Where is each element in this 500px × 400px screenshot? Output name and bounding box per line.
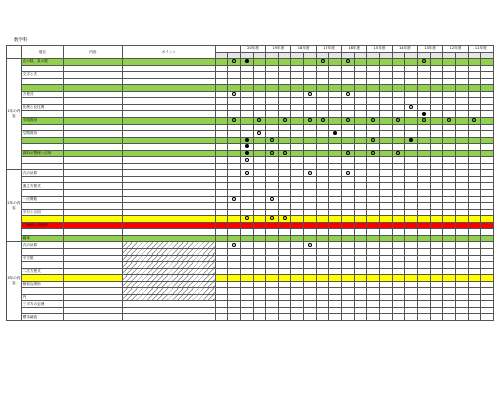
item-cell: 連立方程式 <box>21 183 63 190</box>
filled-circle-icon <box>333 131 337 135</box>
open-circle-icon <box>308 171 312 175</box>
open-circle-icon <box>308 118 312 122</box>
open-circle-icon <box>245 216 249 220</box>
item-cell: 式の計算 <box>21 170 63 177</box>
open-circle-icon <box>346 118 350 122</box>
open-circle-icon <box>245 171 249 175</box>
year-header: 18年度 <box>291 46 316 53</box>
year-header: 13年度 <box>417 46 442 53</box>
open-circle-icon <box>422 118 426 122</box>
points-cell <box>122 314 215 321</box>
open-circle-icon <box>447 118 451 122</box>
mark-cell <box>316 314 329 321</box>
item-cell: 一次関数 <box>21 196 63 203</box>
mark-cell <box>215 314 228 321</box>
open-circle-icon <box>308 243 312 247</box>
mark-cell <box>455 314 468 321</box>
item-cell: 三平方の定理 <box>21 301 63 308</box>
item-cell: 式の計算 <box>21 242 63 249</box>
item-cell: 二次方程式 <box>21 268 63 275</box>
mark-cell <box>342 314 355 321</box>
mark-cell <box>367 314 380 321</box>
item-cell: 空間図形 <box>21 131 63 138</box>
open-circle-icon <box>270 138 274 142</box>
open-circle-icon <box>346 92 350 96</box>
open-circle-icon <box>283 216 287 220</box>
item-cell: 資料の整理と活用 <box>21 150 63 157</box>
year-header: 17年度 <box>316 46 341 53</box>
content-cell <box>63 314 122 321</box>
item-cell: 平面図形 <box>21 118 63 125</box>
open-circle-icon <box>321 59 325 63</box>
grade-label: 2年の内容 <box>7 170 22 242</box>
open-circle-icon <box>371 138 375 142</box>
open-circle-icon <box>321 118 325 122</box>
open-circle-icon <box>232 118 236 122</box>
open-circle-icon <box>270 151 274 155</box>
open-circle-icon <box>257 131 261 135</box>
item-cell: 方程式 <box>21 91 63 98</box>
filled-circle-icon <box>409 138 413 142</box>
item-cell: 文字と式 <box>21 72 63 79</box>
mark-cell <box>468 314 481 321</box>
item-cell: 正の数、負の数 <box>21 59 63 66</box>
grade-label: 1年の内容 <box>7 59 22 170</box>
page-title: 数学科 <box>14 38 28 43</box>
mark-cell <box>380 314 393 321</box>
mark-cell <box>405 314 418 321</box>
filled-circle-icon <box>245 59 249 63</box>
item-cell: 平行と合同 <box>21 209 63 216</box>
year-header: 11年度 <box>468 46 493 53</box>
filled-circle-icon <box>245 144 249 148</box>
open-circle-icon <box>371 118 375 122</box>
item-cell: 比例と反比例 <box>21 104 63 111</box>
mark-cell <box>430 314 443 321</box>
open-circle-icon <box>346 151 350 155</box>
filled-circle-icon <box>422 112 426 116</box>
open-circle-icon <box>245 158 249 162</box>
filled-circle-icon <box>245 151 249 155</box>
open-circle-icon <box>232 197 236 201</box>
grade-label: 3年の内容 <box>7 242 22 321</box>
content-header: 内容 <box>63 46 122 59</box>
item-cell: 相似な図形 <box>21 281 63 288</box>
year-header: 14年度 <box>392 46 417 53</box>
open-circle-icon <box>472 118 476 122</box>
mark-cell <box>266 314 279 321</box>
year-header: 15年度 <box>367 46 392 53</box>
open-circle-icon <box>232 92 236 96</box>
open-circle-icon <box>409 105 413 109</box>
points-header: ポイント <box>122 46 215 59</box>
mark-cell <box>278 314 291 321</box>
filled-circle-icon <box>245 138 249 142</box>
mark-cell <box>392 314 405 321</box>
open-circle-icon <box>308 92 312 96</box>
item-cell: 三角形と四角形 <box>21 222 63 229</box>
open-circle-icon <box>232 59 236 63</box>
table-row <box>7 314 494 321</box>
open-circle-icon <box>257 118 261 122</box>
year-header: 20年度 <box>240 46 265 53</box>
mark-cell <box>291 314 304 321</box>
year-header: 19年度 <box>266 46 291 53</box>
open-circle-icon <box>232 243 236 247</box>
mark-cell <box>354 314 367 321</box>
open-circle-icon <box>270 197 274 201</box>
open-circle-icon <box>283 118 287 122</box>
item-cell: 円 <box>21 294 63 301</box>
mark-cell <box>253 314 266 321</box>
grade-header <box>7 46 22 59</box>
mark-cell <box>443 314 456 321</box>
curriculum-table <box>6 45 494 321</box>
open-circle-icon <box>396 118 400 122</box>
sheet <box>6 45 494 387</box>
open-circle-icon <box>371 151 375 155</box>
mark-cell <box>417 314 430 321</box>
item-cell: 確率 <box>21 235 63 242</box>
open-circle-icon <box>422 59 426 63</box>
open-circle-icon <box>396 151 400 155</box>
item-cell: 平方根 <box>21 255 63 262</box>
open-circle-icon <box>270 216 274 220</box>
year-header: 16年度 <box>342 46 367 53</box>
open-circle-icon <box>346 59 350 63</box>
mark-cell <box>304 314 317 321</box>
mark-cell <box>481 314 494 321</box>
mark-cell <box>240 314 253 321</box>
open-circle-icon <box>283 151 287 155</box>
item-header: 項目 <box>21 46 63 59</box>
open-circle-icon <box>346 171 350 175</box>
year-header: 12年度 <box>443 46 468 53</box>
mark-cell <box>228 314 241 321</box>
mark-cell <box>329 314 342 321</box>
item-cell: 標本調査 <box>21 314 63 321</box>
